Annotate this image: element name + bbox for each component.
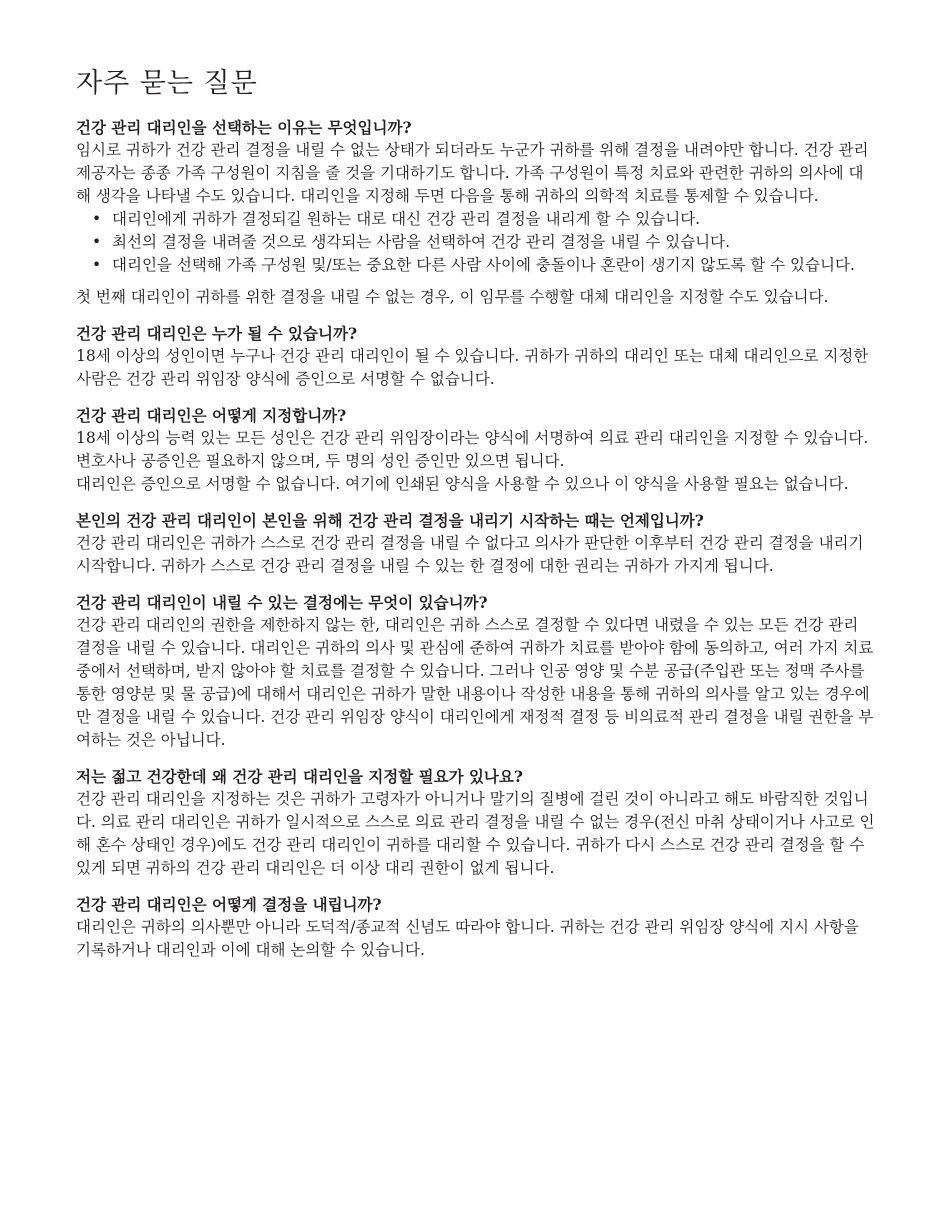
faq-section-what-decisions (76, 591, 876, 752)
list-item: • 대리인에게 귀하가 결정되길 원하는 대로 대신 건강 관리 결정을 내리게 할 수 있습니다. (112, 208, 876, 231)
faq-section-how-agent-decides (76, 893, 876, 962)
faq-answer: 건강 관리 대리인은 귀하가 스스로 건강 관리 결정을 내릴 수 없다고 의사가 판단한 이후부터 건강 관리 결정을 내리기 시작합니다. 귀하가 스스로 건강 관리 결정을 내릴 수 있는 한 결정에 대한 권리는 귀하가 가지게 됩니다. (76, 534, 864, 575)
faq-answer-continued: 대리인은 증인으로 서명할 수 없습니다. 여기에 인쇄된 양식을 사용할 수 있으나 이 양식을 사용할 필요는 없습니다. (76, 475, 849, 493)
faq-answer: 임시로 귀하가 건강 관리 결정을 내릴 수 없는 상태가 되더라도 누군가 귀하를 위해 결정을 내려야만 합니다. 건강 관리 제공자는 종종 가족 구성원이 지침을 줄 것을 기대하기도 합니다. 가족 구성원이 특정 치료와 관련한 귀하의 의사에 대해 생각을 나타낼 수도 있습니다. 대리인을 지정해 두면 다음을 통해 귀하의 의학적 치료를 통제할 수 있습니다. (76, 141, 869, 205)
faq-section-young-and-healthy (76, 765, 876, 880)
faq-question: 본인의 건강 관리 대리인이 본인을 위해 건강 관리 결정을 내리기 시작하는 때는 언제입니까? (76, 511, 704, 530)
faq-section-when-agent-starts (76, 509, 876, 578)
list-item: • 대리인을 선택해 가족 구성원 및/또는 중요한 다른 사람 사이에 충돌이나 혼란이 생기지 않도록 할 수 있습니다. (112, 254, 876, 277)
faq-section-why-agent (76, 116, 876, 309)
list-item: • 최선의 결정을 내려줄 것으로 생각되는 사람을 선택하여 건강 관리 결정을 내릴 수 있습니다. (112, 231, 876, 254)
faq-answer: 건강 관리 대리인의 권한을 제한하지 않는 한, 대리인은 귀하 스스로 결정할 수 있다면 내렸을 수 있는 모든 건강 관리 결정을 내릴 수 있습니다. 대리인은 귀하의 의사 및 관심에 준하여 귀하가 치료를 받아야 함에 동의하고, 여러 가지 치료 중에서 선택하며, 받지 않아야 할 치료를 결정할 수 있습니다. 그러나 인공 영양 및 수분 공급(주입관 또는 정맥 주사를 통한 영양분 및 물 공급)에 대해서 대리인은 귀하가 말한 내용이나 작성한 내용을 통해 귀하의 의사를 알고 있는 경우에만 결정을 내릴 수 있습니다. 건강 관리 위임장 양식이 대리인에게 재정적 결정 등 비의료적 관리 결정을 내릴 권한을 부여하는 것은 아닙니다. (76, 616, 874, 749)
faq-section-how-to-appoint (76, 404, 876, 496)
faq-answer: 18세 이상의 성인이면 누구나 건강 관리 대리인이 될 수 있습니다. 귀하가 귀하의 대리인 또는 대체 대리인으로 지정한 사람은 건강 관리 위임장 양식에 증인으로 서명할 수 없습니다. (76, 347, 869, 388)
faq-question: 건강 관리 대리인이 내릴 수 있는 결정에는 무엇이 있습니까? (76, 593, 488, 612)
faq-question: 건강 관리 대리인은 어떻게 지정합니까? (76, 406, 347, 425)
page-title: 자주 묻는 질문 (76, 68, 258, 99)
faq-question: 저는 젊고 건강한데 왜 건강 관리 대리인을 지정할 필요가 있나요? (76, 767, 523, 786)
faq-answer: 18세 이상의 능력 있는 모든 성인은 건강 관리 위임장이라는 양식에 서명하여 의료 관리 대리인을 지정할 수 있습니다. 변호사나 공증인은 필요하지 않으며, 두 명의 성인 증인만 있으면 됩니다. (76, 429, 869, 470)
benefit-list (76, 208, 876, 277)
faq-answer: 건강 관리 대리인을 지정하는 것은 귀하가 고령자가 아니거나 말기의 질병에 걸린 것이 아니라고 해도 바람직한 것입니다. 의료 관리 대리인은 귀하가 일시적으로 스스로 의료 관리 결정을 내릴 수 없는 경우(전신 마취 상태이거나 사고로 인해 혼수 상태인 경우)에도 건강 관리 대리인이 귀하를 대리할 수 있습니다. 귀하가 다시 스스로 건강 관리 결정을 할 수 있게 되면 귀하의 건강 관리 대리인은 더 이상 대리 권한이 없게 됩니다. (76, 790, 875, 877)
faq-question: 건강 관리 대리인은 어떻게 결정을 내립니까? (76, 895, 382, 914)
faq-question: 건강 관리 대리인은 누가 될 수 있습니까? (76, 324, 358, 343)
faq-answer: 대리인은 귀하의 의사뿐만 아니라 도덕적/종교적 신념도 따라야 합니다. 귀하는 건강 관리 위임장 양식에 지시 사항을 기록하거나 대리인과 이에 대해 논의할 수 있습니다. (76, 918, 859, 959)
faq-question: 건강 관리 대리인을 선택하는 이유는 무엇입니까? (76, 118, 412, 137)
faq-answer-followup: 첫 번째 대리인이 귀하를 위한 결정을 내릴 수 없는 경우, 이 임무를 수행할 대체 대리인을 지정할 수도 있습니다. (76, 288, 829, 306)
faq-section-who-can-be-agent (76, 322, 876, 391)
